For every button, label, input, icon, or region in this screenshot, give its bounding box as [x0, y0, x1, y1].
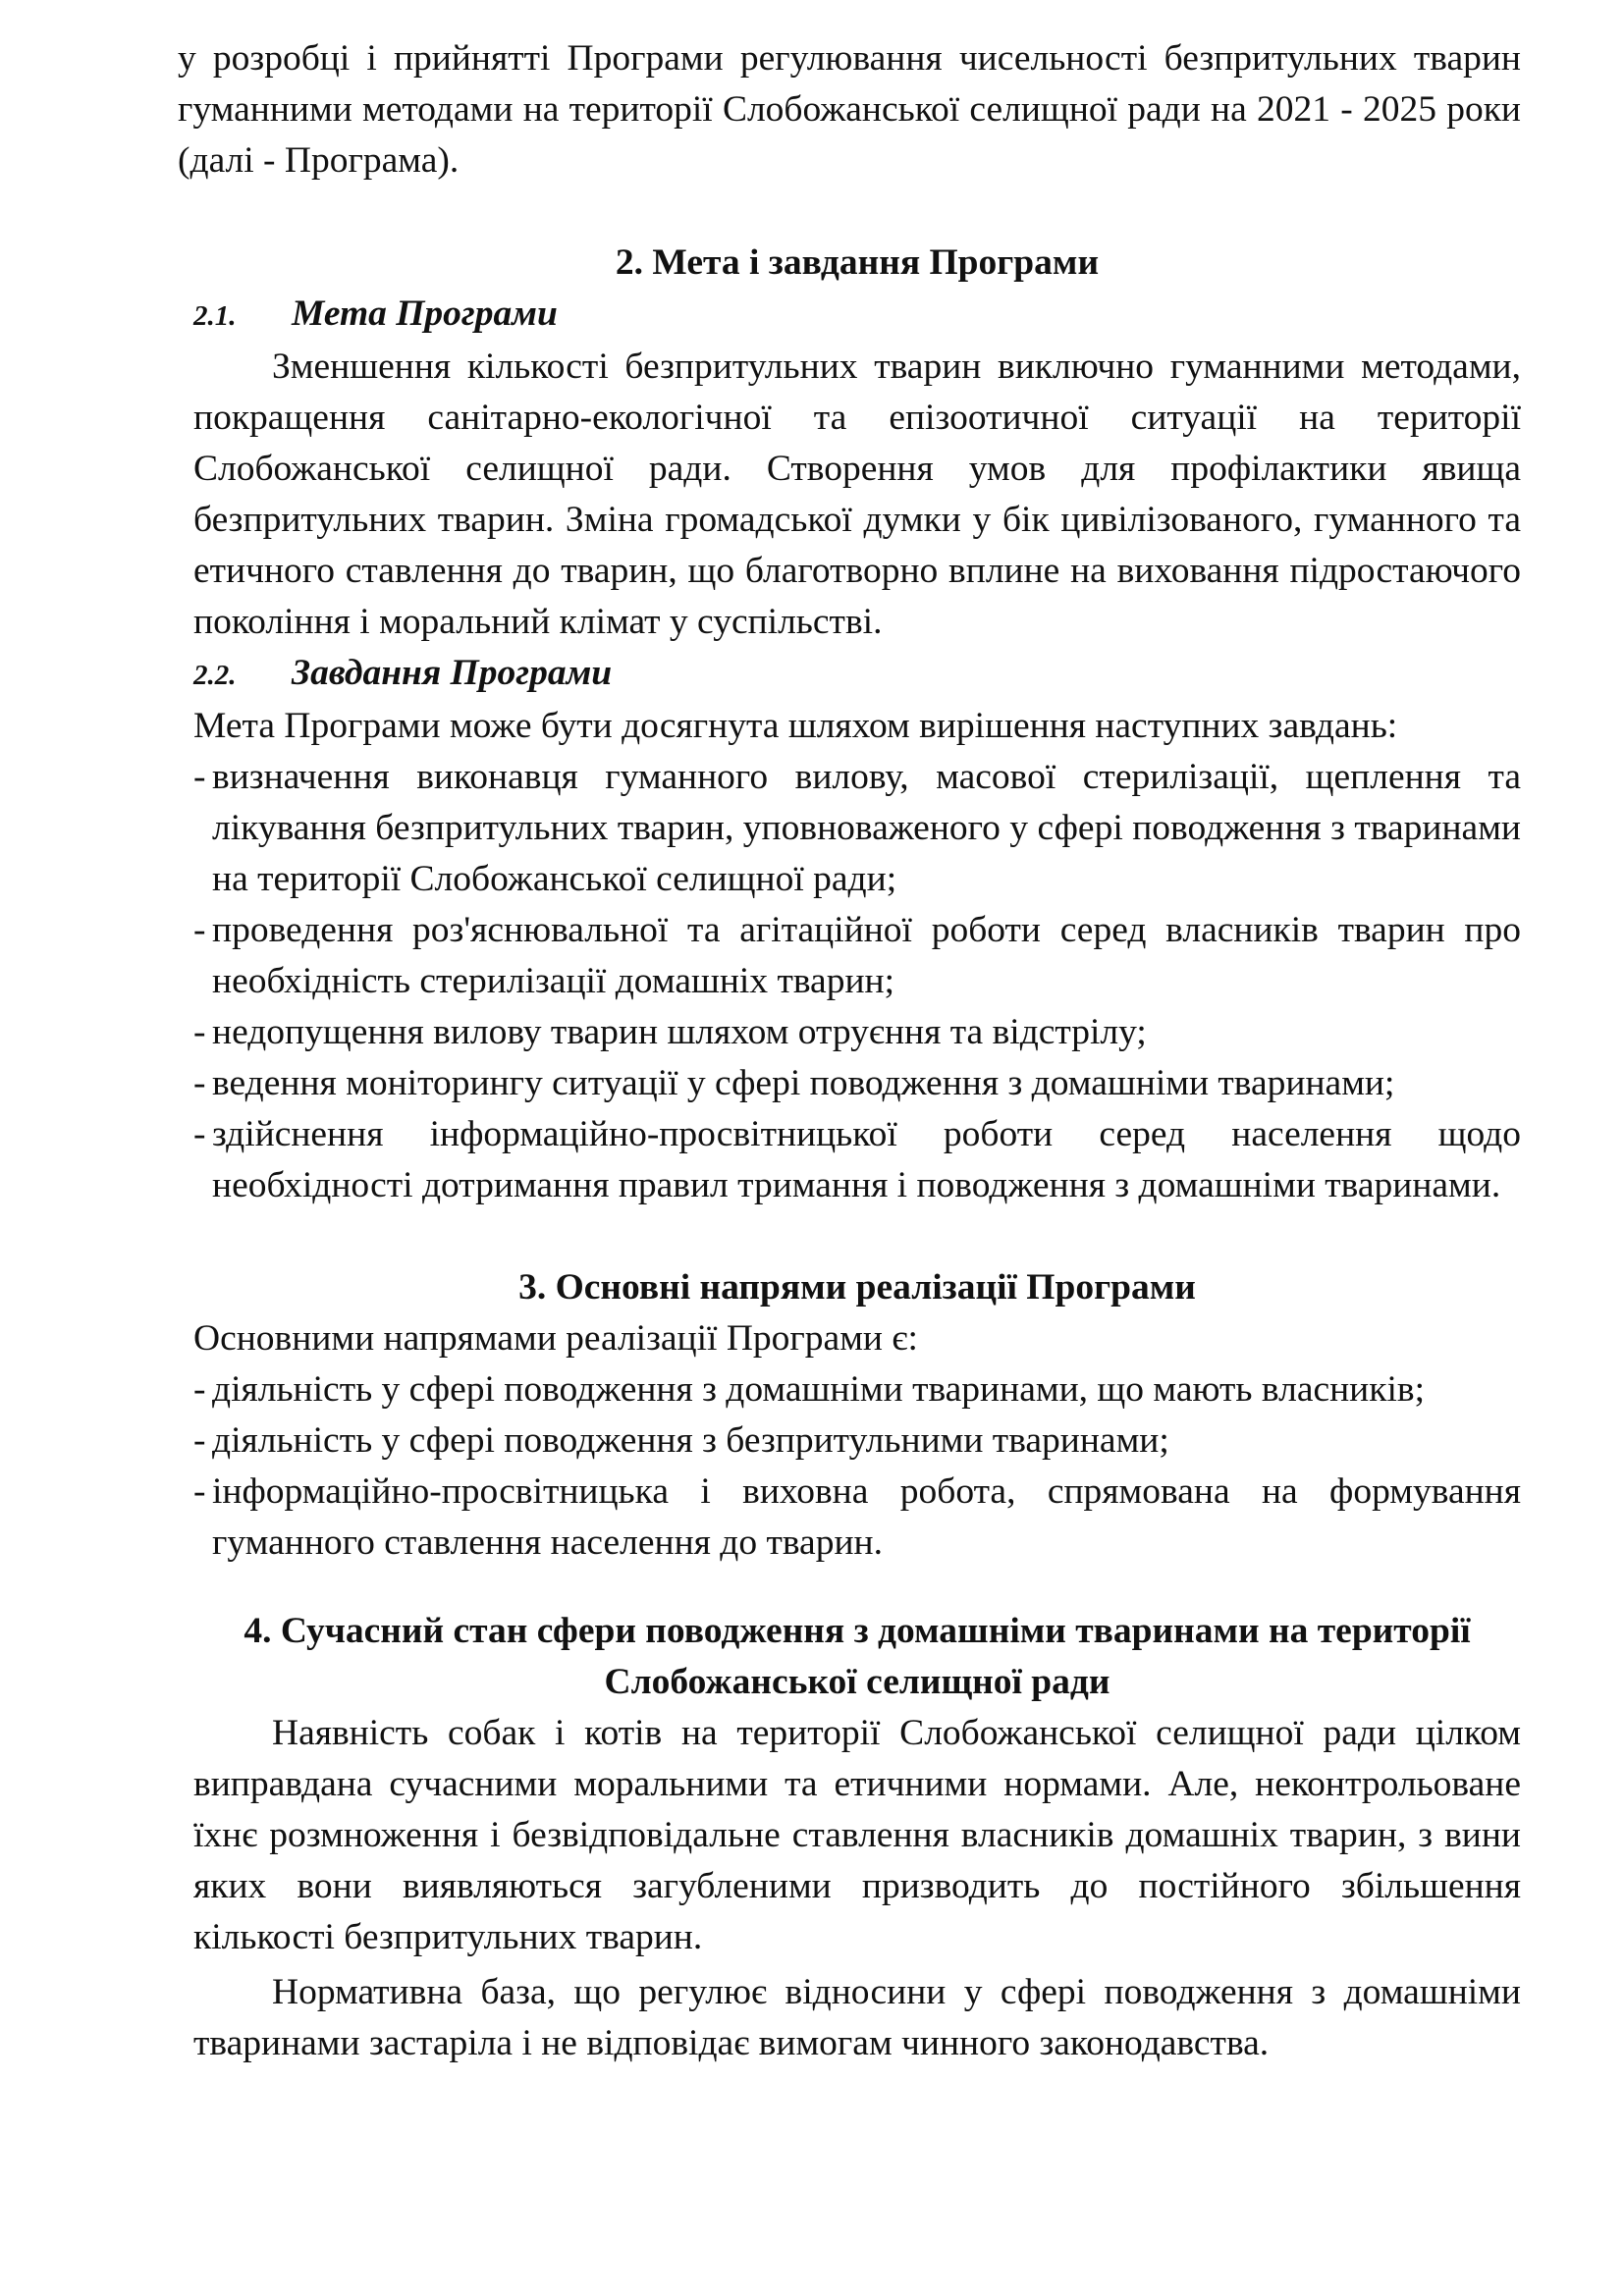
- list-item: [193, 1058, 1521, 1109]
- directions-lead: Основними напрямами реалізації Програми є:: [193, 1318, 918, 1359]
- section-3-heading: 3. Основні напрями реалізації Програми: [518, 1267, 1196, 1308]
- spacer: [193, 187, 1521, 238]
- spacer: [193, 1211, 1521, 1262]
- body-paragraph: Наявність собак і котів на території Слобожанської селищної ради цілком виправдана сучасними моральними та етичними нормами. Але, неконтрольоване їхнє розмноження і безвідповідальне ставлення власників домашніх тварин, з вини яких вони виявляються загубленими призводить до постійного збільшення кількості безпритульних тварин.: [193, 1713, 1521, 1957]
- list-item: [193, 1467, 1521, 1569]
- subsection-2-1-heading: [193, 289, 1521, 342]
- dash-marker: -: [193, 910, 206, 950]
- subsection-title: Завдання Програми: [292, 653, 613, 693]
- list-item-text: визначення виконавця гуманного вилову, масової стерилізації, щеплення та лікування безпритульних тварин, уповноваженого у сфері поводження з тваринами на території Слобожанської селищної ради;: [212, 757, 1521, 899]
- body-paragraph: Нормативна база, що регулює відносини у сфері поводження з домашніми тваринами застаріла і не відповідає вимогам чинного законодавства.: [193, 1972, 1521, 2063]
- list-item: [193, 752, 1521, 905]
- list-item-text: недопущення вилову тварин шляхом отруєння та відстрілу;: [212, 1012, 1147, 1052]
- list-item-text: здійснення інформаційно-просвітницької роботи серед населення щодо необхідності дотримання правил тримання і поводження з домашніми тваринами.: [212, 1114, 1521, 1205]
- list-item-text: діяльність у сфері поводження з безпритульними тваринами;: [212, 1420, 1169, 1461]
- subsection-2-2-heading: [193, 648, 1521, 701]
- list-item: [193, 1415, 1521, 1467]
- dash-marker: -: [193, 1369, 206, 1410]
- section-4-heading-line-2: Слобожанської селищної ради: [604, 1662, 1110, 1702]
- subsection-number: 2.2.: [193, 660, 237, 691]
- list-item: [193, 1364, 1521, 1415]
- list-item: [193, 1109, 1521, 1211]
- intro-paragraph: у розробці і прийнятті Програми регулювання чисельності безпритульних тварин гуманними методами на території Слобожанської селищної ради на 2021 - 2025 роки (далі - Програма).: [178, 38, 1521, 181]
- section-4-heading-line-1: 4. Сучасний стан сфери поводження з домашніми тваринами на території: [244, 1611, 1471, 1651]
- dash-marker: -: [193, 1012, 206, 1052]
- list-item: [193, 1007, 1521, 1058]
- subsection-title: Мета Програми: [292, 294, 558, 334]
- dash-marker: -: [193, 1471, 206, 1512]
- dash-marker: -: [193, 1063, 206, 1103]
- spacer: [193, 1569, 1521, 1606]
- list-item-text: ведення моніторингу ситуації у сфері поводження з домашніми тваринами;: [212, 1063, 1395, 1103]
- directions-list: [193, 1364, 1521, 1569]
- section-2-heading: 2. Мета і завдання Програми: [615, 242, 1100, 283]
- subsection-number: 2.1.: [193, 300, 237, 332]
- list-item: [193, 905, 1521, 1007]
- list-item-text: діяльність у сфері поводження з домашніми тваринами, що мають власників;: [212, 1369, 1426, 1410]
- tasks-list: [193, 752, 1521, 1211]
- dash-marker: -: [193, 757, 206, 797]
- list-item-text: інформаційно-просвітницька і виховна робота, спрямована на формування гуманного ставлення населення до тварин.: [212, 1471, 1521, 1563]
- document-page: [178, 33, 1521, 2069]
- list-item-text: проведення роз'яснювальної та агітаційної роботи серед власників тварин про необхідність стерилізації домашніх тварин;: [212, 910, 1521, 1001]
- dash-marker: -: [193, 1114, 206, 1154]
- tasks-lead: Мета Програми може бути досягнута шляхом вирішення наступних завдань:: [193, 706, 1398, 746]
- goal-paragraph: Зменшення кількості безпритульних тварин виключно гуманними методами, покращення санітарно-екологічної та епізоотичної ситуації на території Слобожанської селищної ради. Створення умов для профілактики явища безпритульних тварин. Зміна громадської думки у бік цивілізованого, гуманного та етичного ставлення до тварин, що благотворно вплине на виховання підростаючого покоління і моральний клімат у суспільстві.: [193, 347, 1521, 642]
- dash-marker: -: [193, 1420, 206, 1461]
